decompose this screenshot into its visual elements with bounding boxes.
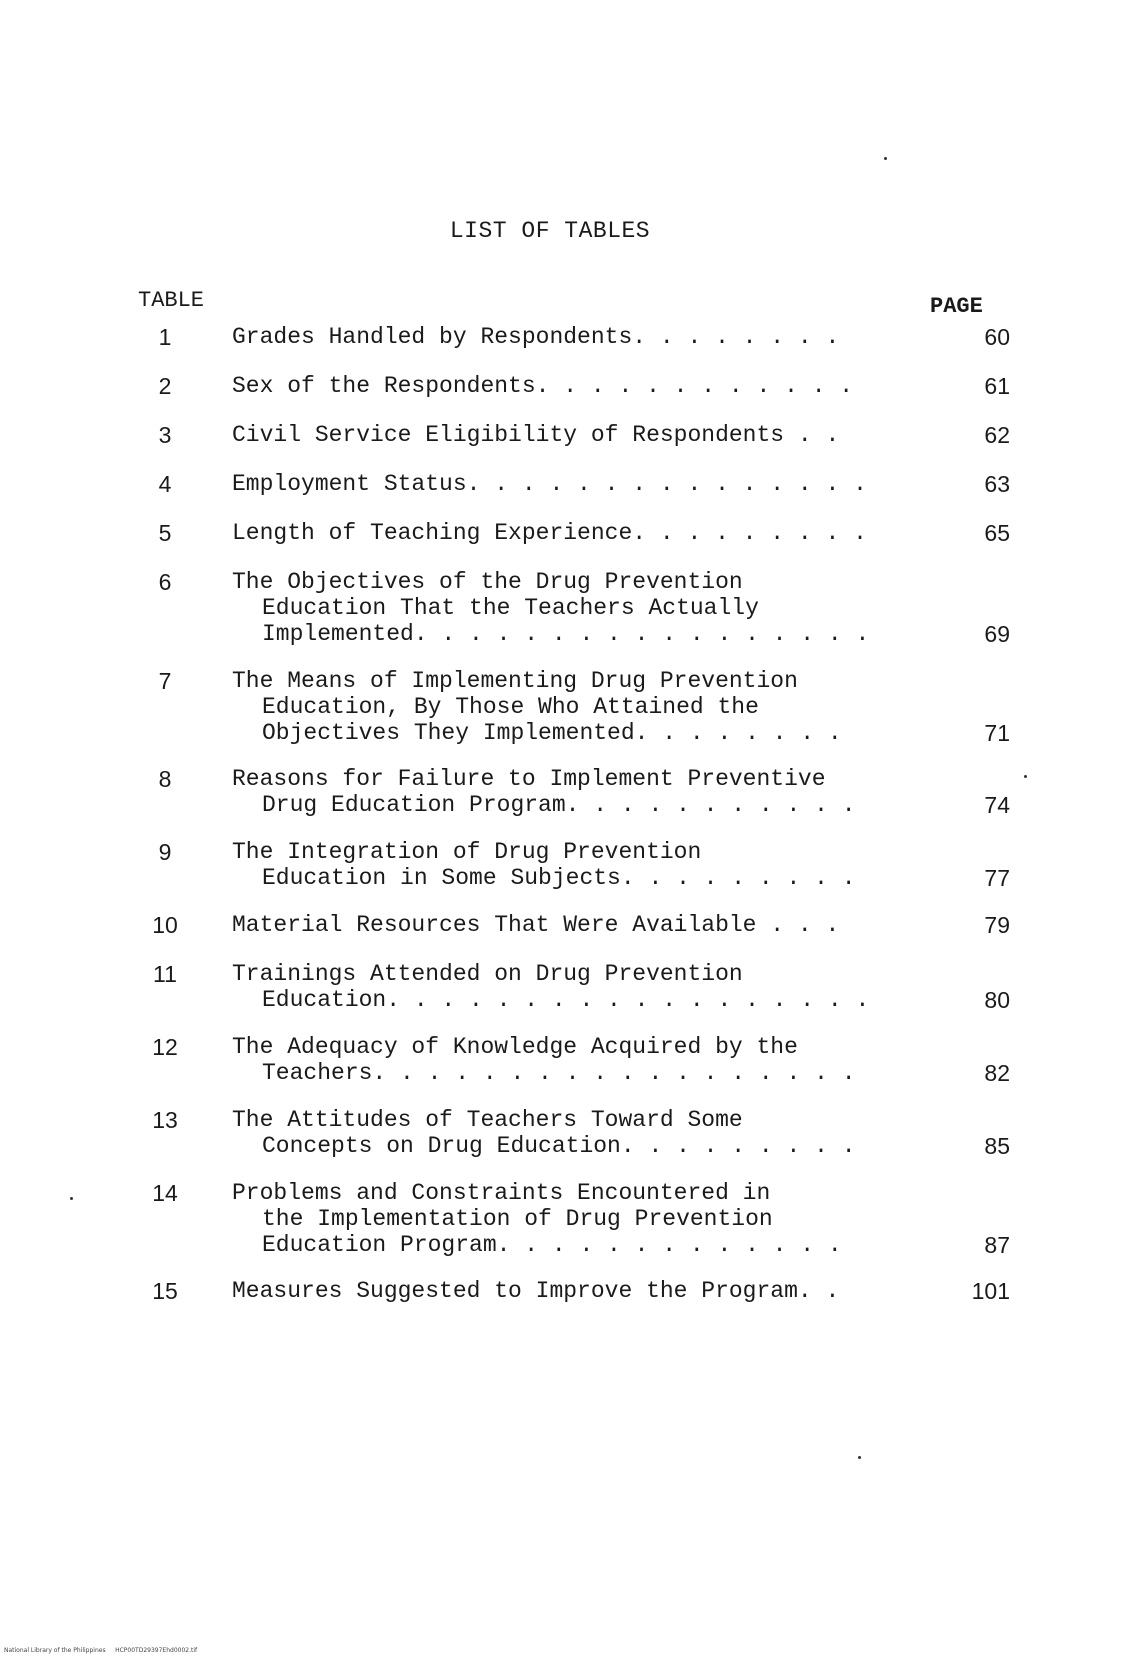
page-number: 61: [984, 373, 1010, 399]
page-number: 60: [984, 324, 1010, 350]
table-title: [232, 839, 932, 891]
table-title: [232, 1107, 932, 1159]
table-title-line: Teachers. . . . . . . . . . . . . . . . . .: [262, 1060, 856, 1086]
table-title-line: Grades Handled by Respondents. . . . . . . .: [232, 324, 840, 350]
table-number: 12: [152, 1034, 178, 1060]
table-number: 13: [152, 1107, 178, 1133]
page-number: 74: [984, 792, 1010, 818]
table-title-line: Problems and Constraints Encountered in: [232, 1180, 771, 1206]
page-title: LIST OF TABLES: [449, 218, 651, 244]
table-title: [232, 373, 932, 399]
table-title-line: Reasons for Failure to Implement Preventive: [232, 766, 826, 792]
table-title: [232, 471, 932, 497]
table-number: 9: [158, 839, 172, 865]
table-title-line: Trainings Attended on Drug Prevention: [232, 961, 743, 987]
table-title-line: Education That the Teachers Actually: [262, 595, 759, 621]
table-title-line: Concepts on Drug Education. . . . . . . . .: [262, 1133, 856, 1159]
table-title-line: The Integration of Drug Prevention: [232, 839, 702, 865]
table-number: 7: [158, 668, 172, 694]
page-number: 87: [984, 1232, 1010, 1258]
table-number: 3: [158, 422, 172, 448]
table-number: 5: [158, 520, 172, 546]
table-number: 4: [158, 471, 172, 497]
table-number: 8: [158, 766, 172, 792]
table-title-line: Education Program. . . . . . . . . . . . .: [262, 1232, 842, 1258]
table-title: [232, 912, 932, 938]
page-number: 85: [984, 1133, 1010, 1159]
table-title: [232, 961, 932, 1013]
table-number: 1: [158, 324, 172, 350]
table-title: [232, 324, 932, 350]
table-column-header: TABLE: [138, 288, 205, 313]
table-title-line: Education in Some Subjects. . . . . . . . .: [262, 865, 856, 891]
table-number: 11: [153, 961, 177, 987]
scan-footer: National Library of the Philippines HCP00TD29397Ehd0002.tif: [4, 1647, 198, 1654]
page-number: 65: [984, 520, 1010, 546]
table-title: [232, 422, 932, 448]
page-number: 62: [984, 422, 1010, 448]
table-title-line: The Adequacy of Knowledge Acquired by the: [232, 1034, 798, 1060]
table-title-line: Drug Education Program. . . . . . . . . . .: [262, 792, 856, 818]
page-number: 77: [984, 865, 1010, 891]
table-number: 6: [158, 569, 172, 595]
table-title-line: Implemented. . . . . . . . . . . . . . . . .: [262, 621, 870, 647]
table-title-line: Measures Suggested to Improve the Program. .: [232, 1278, 840, 1304]
table-title-line: Objectives They Implemented. . . . . . . .: [262, 720, 842, 746]
page-number: 82: [984, 1060, 1010, 1086]
page-number: 101: [971, 1278, 1010, 1304]
page-number: 79: [984, 912, 1010, 938]
table-title: [232, 569, 932, 647]
table-title-line: The Means of Implementing Drug Prevention: [232, 668, 798, 694]
table-title-line: Education. . . . . . . . . . . . . . . . . .: [262, 987, 870, 1013]
page-number: 80: [984, 987, 1010, 1013]
table-title-line: Sex of the Respondents. . . . . . . . . . . .: [232, 373, 854, 399]
table-number: 14: [152, 1180, 178, 1206]
table-title-line: the Implementation of Drug Prevention: [262, 1206, 773, 1232]
table-title-line: The Attitudes of Teachers Toward Some: [232, 1107, 743, 1133]
table-title-line: Education, By Those Who Attained the: [262, 694, 759, 720]
table-title-line: Length of Teaching Experience. . . . . . . . .: [232, 520, 867, 546]
table-title-line: Material Resources That Were Available . . .: [232, 912, 840, 938]
table-title-line: Employment Status. . . . . . . . . . . . . . .: [232, 471, 867, 497]
page-number: 69: [984, 621, 1010, 647]
table-title-line: The Objectives of the Drug Prevention: [232, 569, 743, 595]
page-number: 63: [984, 471, 1010, 497]
table-title: [232, 520, 932, 546]
table-title: [232, 1180, 932, 1258]
table-title: [232, 1278, 932, 1304]
table-number: 2: [158, 373, 172, 399]
table-title: [232, 766, 932, 818]
page-column-header: PAGE: [930, 294, 983, 319]
table-number: 10: [152, 912, 178, 938]
table-title-line: Civil Service Eligibility of Respondents . .: [232, 422, 840, 448]
table-title: [232, 1034, 932, 1086]
page-number: 71: [984, 720, 1010, 746]
table-number: 15: [152, 1278, 178, 1304]
table-title: [232, 668, 932, 746]
